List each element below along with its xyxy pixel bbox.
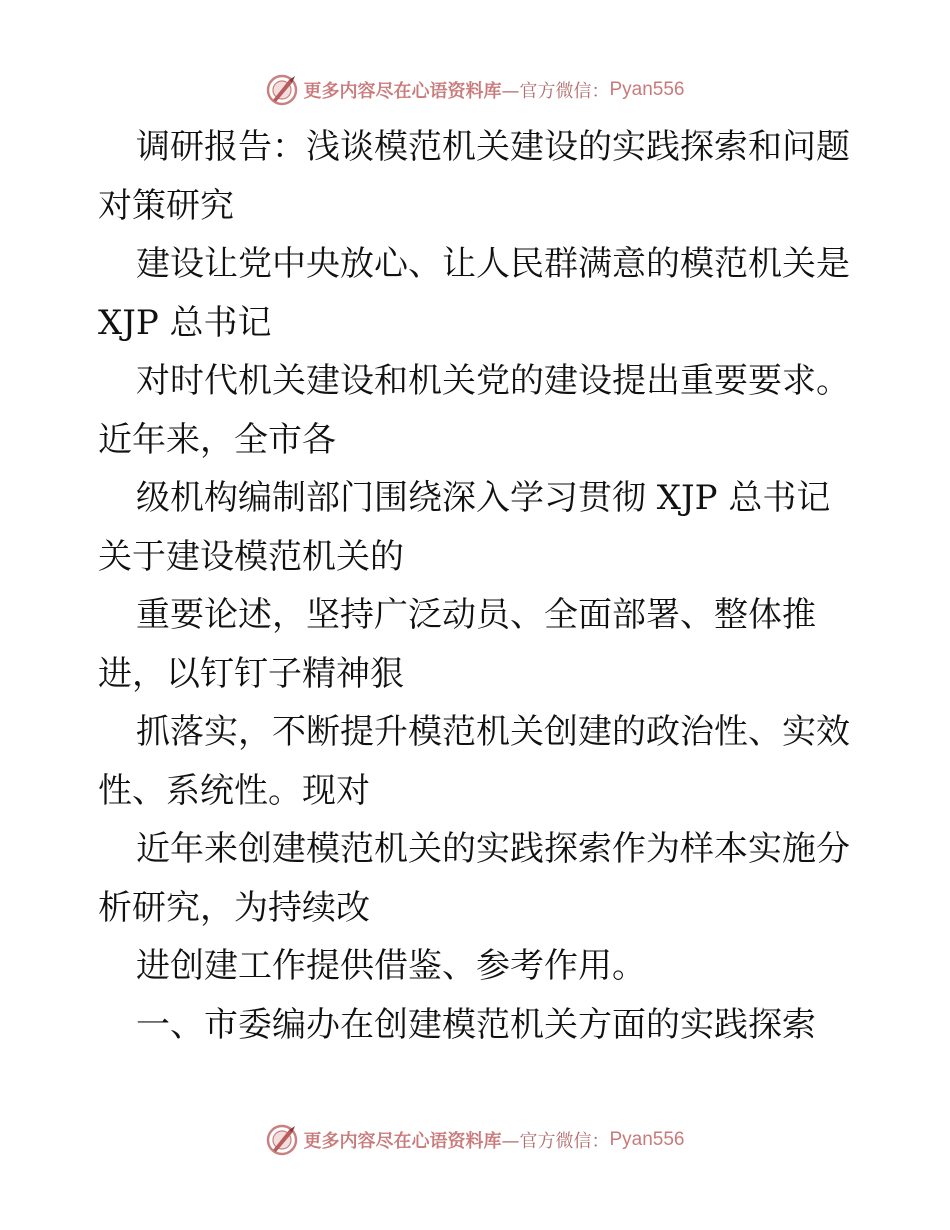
- text-line: 近年来创建模范机关的实践探索作为样本实施分: [136, 829, 850, 869]
- text-line: 对时代机关建设和机关党的建设提出重要要求。: [136, 361, 850, 401]
- text-line: 调研报告：浅谈模范机关建设的实践探索和问题: [136, 127, 850, 167]
- text-line: 抓落实，不断提升模范机关创建的政治性、实效: [136, 712, 850, 752]
- document-body: [98, 118, 858, 1054]
- text-line: 性、系统性。现对: [98, 770, 370, 811]
- watermark-main-text: 更多内容尽在心语资料库: [303, 1131, 502, 1152]
- watermark-sub-text: —官方微信：: [501, 1131, 610, 1152]
- text-line: XJP 总书记: [98, 302, 272, 343]
- text-line: 关于建设模范机关的: [98, 536, 404, 577]
- text-line: 析研究，为持续改: [98, 887, 370, 928]
- watermark-wechat-id: Pyan556: [609, 1129, 685, 1150]
- quill-circle-icon: [265, 1123, 299, 1157]
- text-line: 建设让党中央放心、让人民群满意的模范机关是: [136, 244, 850, 284]
- text-line: 对策研究: [98, 185, 234, 226]
- section-heading: 一、市委编办在创建模范机关方面的实践探索: [136, 1004, 816, 1045]
- watermark-wechat-id: Pyan556: [609, 79, 685, 100]
- text-line: 进，以钉钉子精神狠: [98, 653, 404, 694]
- text-line: 近年来，全市各: [98, 419, 336, 460]
- text-line: 进创建工作提供借鉴、参考作用。: [136, 946, 646, 986]
- watermark-main-text: 更多内容尽在心语资料库: [303, 81, 502, 102]
- quill-circle-icon: [265, 73, 299, 107]
- header-watermark: [0, 70, 950, 110]
- watermark-sub-text: —官方微信：: [501, 81, 610, 102]
- text-line: 重要论述，坚持广泛动员、全面部署、整体推: [136, 595, 816, 635]
- text-line: 级机构编制部门围绕深入学习贯彻 XJP 总书记: [136, 478, 831, 518]
- footer-watermark: [0, 1120, 950, 1160]
